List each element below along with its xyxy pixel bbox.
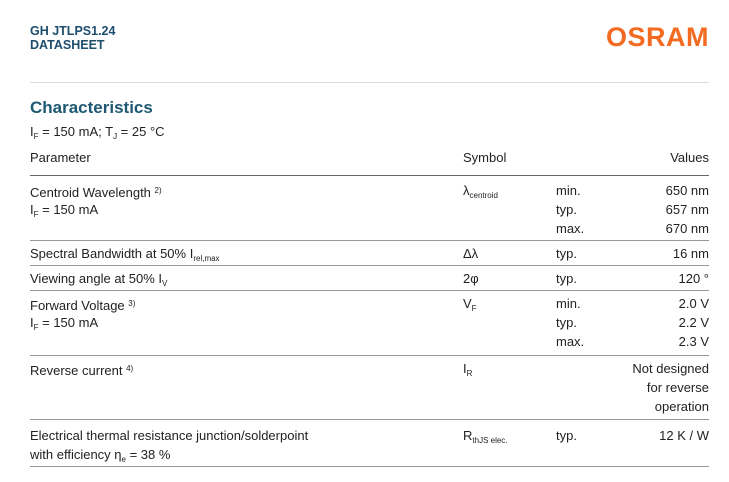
test-conditions: $I_F = 150$ mA; $T_J = 25$ °C	[30, 124, 165, 141]
table-header-row	[30, 146, 709, 176]
symbol-cell: $V_F$	[463, 296, 477, 313]
value-cell: 650 nm 657 nm 670 nm	[665, 183, 709, 236]
characteristics-table	[30, 146, 709, 467]
document-type: DATASHEET	[30, 38, 105, 52]
value-cell: 12 K / W	[659, 428, 709, 443]
value-cell: Not designed for reverse operation	[632, 361, 709, 414]
symbol-cell: $I_R$	[463, 361, 473, 378]
product-name: GH JTLPS1.24	[30, 24, 116, 38]
value-cell: 16 nm	[672, 246, 709, 261]
param-cell: Spectral Bandwidth at 50% $I_{rel,max}$	[30, 246, 220, 263]
qualifier-cell: min. typ. max.	[556, 296, 585, 349]
qualifier-cell: typ.	[556, 428, 577, 443]
header-parameter: Parameter	[30, 150, 91, 165]
qualifier-cell: typ.	[556, 246, 577, 261]
qualifier-cell: min. typ. max.	[556, 183, 585, 236]
table-row	[30, 176, 709, 241]
document-header	[30, 24, 115, 52]
symbol-cell: $R_{thJS elec.}$	[463, 428, 508, 445]
symbol-cell: $\lambda_{centroid}$	[463, 183, 498, 200]
symbol-cell: 2φ	[463, 271, 479, 286]
value-cell: 2.0 V 2.2 V 2.3 V	[678, 296, 709, 349]
param-cell: Viewing angle at 50% $I_V$	[30, 271, 168, 288]
header-divider	[30, 82, 709, 83]
osram-logo: OSRAM	[606, 22, 709, 52]
symbol-cell: Δλ	[463, 246, 479, 261]
param-cell: Forward Voltage $^{3)}$ $I_F = 150$ mA	[30, 298, 136, 332]
table-row	[30, 266, 709, 291]
table-row	[30, 291, 709, 356]
value-cell: 120 °	[678, 271, 709, 286]
header-symbol: Symbol	[463, 150, 507, 165]
table-row	[30, 420, 709, 467]
param-cell: Reverse current $^{4)}$	[30, 363, 134, 378]
param-cell: Electrical thermal resistance junction/solderpoint with efficiency $\eta_e = 38$ %	[30, 428, 309, 464]
table-row	[30, 241, 709, 266]
section-title: Characteristics	[30, 98, 153, 117]
param-cell: Centroid Wavelength $^{2)}$ $I_F = 150$ mA	[30, 185, 162, 219]
qualifier-cell: typ.	[556, 271, 577, 286]
header-values: Values	[670, 150, 709, 165]
table-row	[30, 356, 709, 420]
